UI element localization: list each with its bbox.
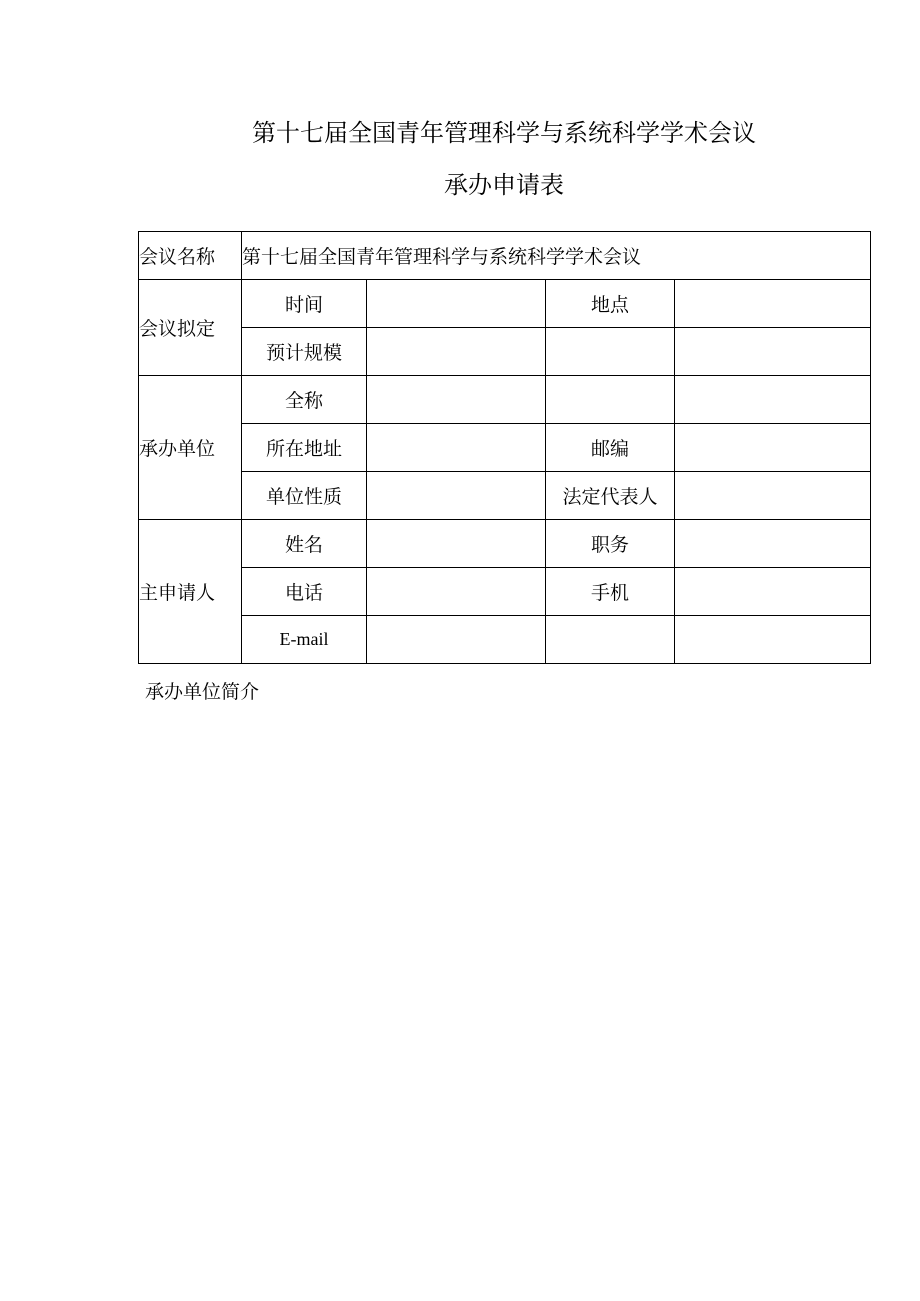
phone-label: 电话 bbox=[242, 568, 367, 616]
scale-field[interactable] bbox=[367, 328, 546, 376]
meeting-name-label: 会议名称 bbox=[139, 232, 242, 280]
legal-rep-field[interactable] bbox=[675, 472, 871, 520]
position-field[interactable] bbox=[675, 520, 871, 568]
email-field[interactable] bbox=[367, 616, 546, 664]
document-subtitle: 承办申请表 bbox=[444, 171, 564, 199]
unit-nature-field[interactable] bbox=[367, 472, 546, 520]
table-row bbox=[139, 616, 871, 664]
mobile-label: 手机 bbox=[546, 568, 675, 616]
blank-cell[interactable] bbox=[675, 328, 871, 376]
time-label: 时间 bbox=[242, 280, 367, 328]
table-row bbox=[139, 232, 871, 280]
full-name-label: 全称 bbox=[242, 376, 367, 424]
meeting-name-value: 第十七届全国青年管理科学与系统科学学术会议 bbox=[242, 232, 871, 280]
organizer-label: 承办单位 bbox=[139, 376, 242, 520]
blank-cell[interactable] bbox=[675, 376, 871, 424]
table-row bbox=[139, 280, 871, 328]
blank-cell[interactable] bbox=[546, 376, 675, 424]
person-name-label: 姓名 bbox=[242, 520, 367, 568]
unit-nature-label: 单位性质 bbox=[242, 472, 367, 520]
table-row bbox=[139, 520, 871, 568]
phone-field[interactable] bbox=[367, 568, 546, 616]
organizer-intro-label: 承办单位简介 bbox=[145, 681, 260, 703]
address-field[interactable] bbox=[367, 424, 546, 472]
scale-label: 预计规模 bbox=[242, 328, 367, 376]
table-row bbox=[139, 424, 871, 472]
planned-label: 会议拟定 bbox=[139, 280, 242, 376]
person-name-field[interactable] bbox=[367, 520, 546, 568]
address-label: 所在地址 bbox=[242, 424, 367, 472]
table-row bbox=[139, 568, 871, 616]
postcode-label: 邮编 bbox=[546, 424, 675, 472]
blank-cell[interactable] bbox=[546, 616, 675, 664]
location-label: 地点 bbox=[546, 280, 675, 328]
email-label: E-mail bbox=[242, 616, 367, 664]
time-field[interactable] bbox=[367, 280, 546, 328]
legal-rep-label: 法定代表人 bbox=[546, 472, 675, 520]
blank-cell[interactable] bbox=[546, 328, 675, 376]
postcode-field[interactable] bbox=[675, 424, 871, 472]
table-row bbox=[139, 472, 871, 520]
table-row bbox=[139, 376, 871, 424]
applicant-label: 主申请人 bbox=[139, 520, 242, 664]
full-name-field[interactable] bbox=[367, 376, 546, 424]
table-row bbox=[139, 328, 871, 376]
location-field[interactable] bbox=[675, 280, 871, 328]
application-form-table bbox=[138, 231, 871, 664]
position-label: 职务 bbox=[546, 520, 675, 568]
blank-cell[interactable] bbox=[675, 616, 871, 664]
mobile-field[interactable] bbox=[675, 568, 871, 616]
document-title: 第十七届全国青年管理科学与系统科学学术会议 bbox=[252, 119, 756, 147]
